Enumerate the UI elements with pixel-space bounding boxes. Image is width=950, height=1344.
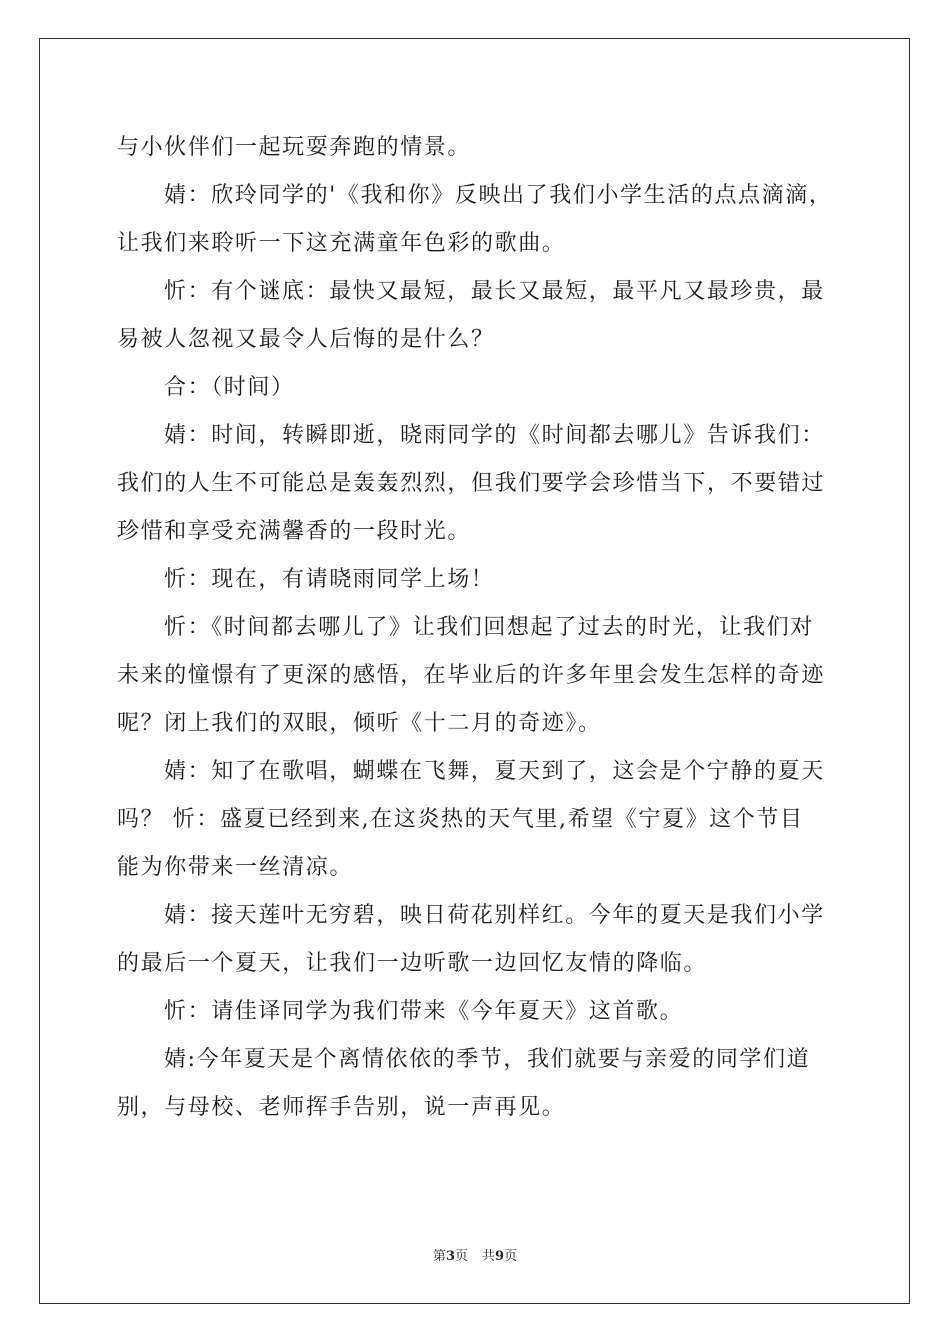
text-line: 易被人忽视又最令人后悔的是什么？ xyxy=(117,327,495,352)
text-line: 未来的憧憬有了更深的感悟，在毕业后的许多年里会发生怎样的奇迹 xyxy=(117,663,826,688)
text-line: 婧：欣玲同学的'《我和你》反映出了我们小学生活的点点滴滴， xyxy=(164,183,833,208)
current-page-number: 3 xyxy=(445,1249,455,1264)
page-number-footer xyxy=(0,1245,950,1264)
text-line: 让我们来聆听一下这充满童年色彩的歌曲。 xyxy=(117,231,566,256)
text-line: 忻：《时间都去哪儿了》让我们回想起了过去的时光，让我们对 xyxy=(164,615,814,640)
text-line: 忻：现在，有请晓雨同学上场！ xyxy=(164,567,495,592)
text-line: 吗？ 忻：盛夏已经到来,在这炎热的天气里,希望《宁夏》这个节目 xyxy=(117,807,804,832)
total-prefix: 共 xyxy=(482,1249,496,1264)
text-line: 忻：请佳译同学为我们带来《今年夏天》这首歌。 xyxy=(164,999,684,1024)
page-prefix: 第 xyxy=(432,1249,446,1264)
document-body xyxy=(117,124,837,1132)
text-line: 与小伙伴们一起玩耍奔跑的情景。 xyxy=(117,135,472,160)
text-line: 合：（时间） xyxy=(164,375,295,400)
text-line: 忻：有个谜底：最快又最短，最长又最短，最平凡又最珍贵，最 xyxy=(164,279,825,304)
text-line: 婧：知了在歌唱，蝴蝶在飞舞，夏天到了，这会是个宁静的夏天 xyxy=(164,759,825,784)
text-line: 珍惜和享受充满馨香的一段时光。 xyxy=(117,519,472,544)
text-line: 婧:今年夏天是个离情依依的季节，我们就要与亲爱的同学们道 xyxy=(164,1047,811,1072)
text-line: 别，与母校、老师挥手告别，说一声再见。 xyxy=(117,1095,566,1120)
text-line: 的最后一个夏天，让我们一边听歌一边回忆友情的降临。 xyxy=(117,951,708,976)
total-page-count: 9 xyxy=(495,1249,505,1264)
total-suffix: 页 xyxy=(504,1249,518,1264)
text-line: 我们的人生不可能总是轰轰烈烈，但我们要学会珍惜当下，不要错过 xyxy=(117,471,826,496)
text-line: 婧：时间，转瞬即逝，晓雨同学的《时间都去哪儿》告诉我们： xyxy=(164,423,825,448)
page-suffix: 页 xyxy=(454,1249,468,1264)
text-line: 呢？闭上我们的双眼，倾听《十二月的奇迹》。 xyxy=(117,711,602,736)
text-line: 能为你带来一丝清凉。 xyxy=(117,855,354,880)
text-line: 婧：接天莲叶无穷碧，映日荷花别样红。今年的夏天是我们小学 xyxy=(164,903,825,928)
